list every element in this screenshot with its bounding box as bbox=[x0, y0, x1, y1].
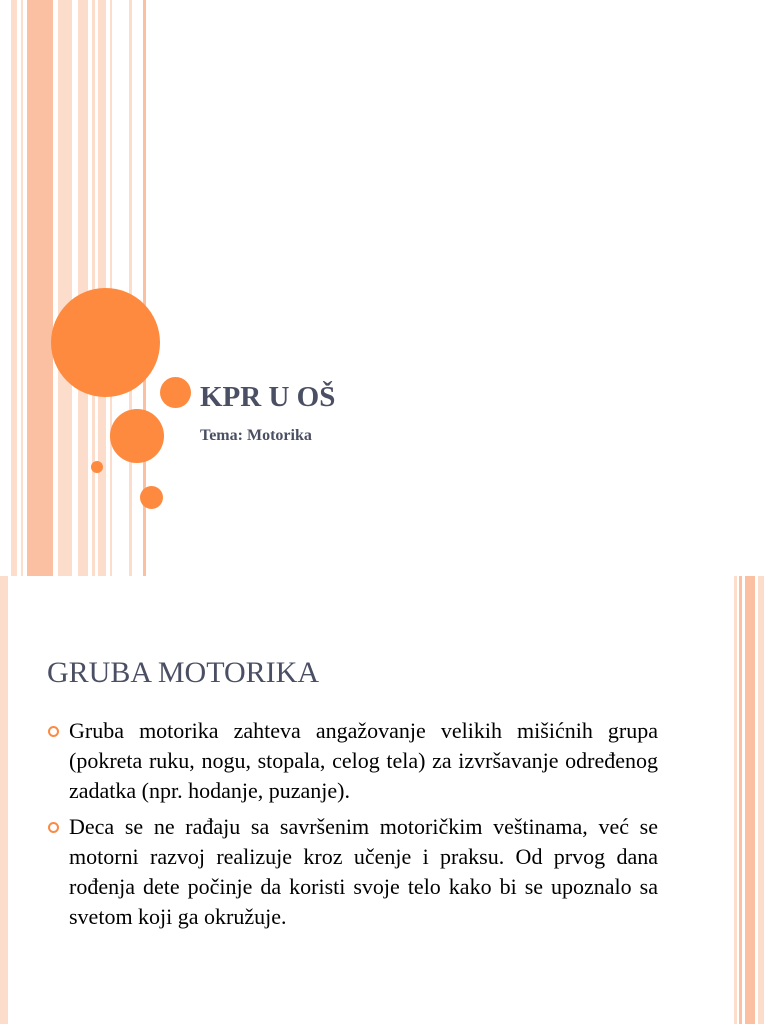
bullet-text: Deca se ne rađaju sa savršenim motoričkim veštinama, već se motorni razvoj realizuje kroz učenje i praksu. Od prvog dana rođenja dete počinje da koristi svoje telo kako bi se upoznalo sa svetom koji ga okružuje. bbox=[69, 814, 658, 929]
small-circle-decoration bbox=[160, 377, 191, 408]
decorative-stripe bbox=[129, 0, 132, 576]
bullet-item bbox=[47, 812, 658, 932]
bullet-ring-icon bbox=[48, 726, 59, 737]
bullet-item bbox=[47, 716, 658, 806]
tiny-circle-decoration bbox=[91, 461, 103, 473]
bullet-ring-icon bbox=[48, 822, 59, 833]
slide-title: GRUBA MOTORIKA bbox=[47, 656, 319, 689]
bullet-text: Gruba motorika zahteva angažovanje velikih mišićnih grupa (pokreta ruku, nogu, stopala, celog tela) za izvršavanje određenog zadatka (npr. hodanje, puzanje). bbox=[69, 718, 658, 803]
decorative-stripe bbox=[78, 0, 88, 576]
decorative-stripe bbox=[27, 0, 53, 576]
slide-title: KPR U OŠ bbox=[200, 381, 336, 413]
decorative-stripe bbox=[745, 576, 755, 1024]
decorative-stripe bbox=[11, 0, 17, 576]
decorative-stripe bbox=[21, 0, 23, 576]
large-circle-decoration bbox=[51, 288, 160, 397]
decorative-stripe bbox=[58, 0, 72, 576]
decorative-stripe bbox=[739, 576, 742, 1024]
slide-subtitle: Tema: Motorika bbox=[200, 427, 312, 444]
decorative-stripe bbox=[758, 576, 764, 1024]
content-slide bbox=[0, 576, 768, 1024]
medium-circle-decoration bbox=[110, 409, 164, 463]
decorative-stripe bbox=[734, 576, 737, 1024]
bullet-list bbox=[47, 716, 658, 938]
small-circle-decoration bbox=[140, 486, 163, 509]
decorative-stripe bbox=[0, 576, 8, 1024]
